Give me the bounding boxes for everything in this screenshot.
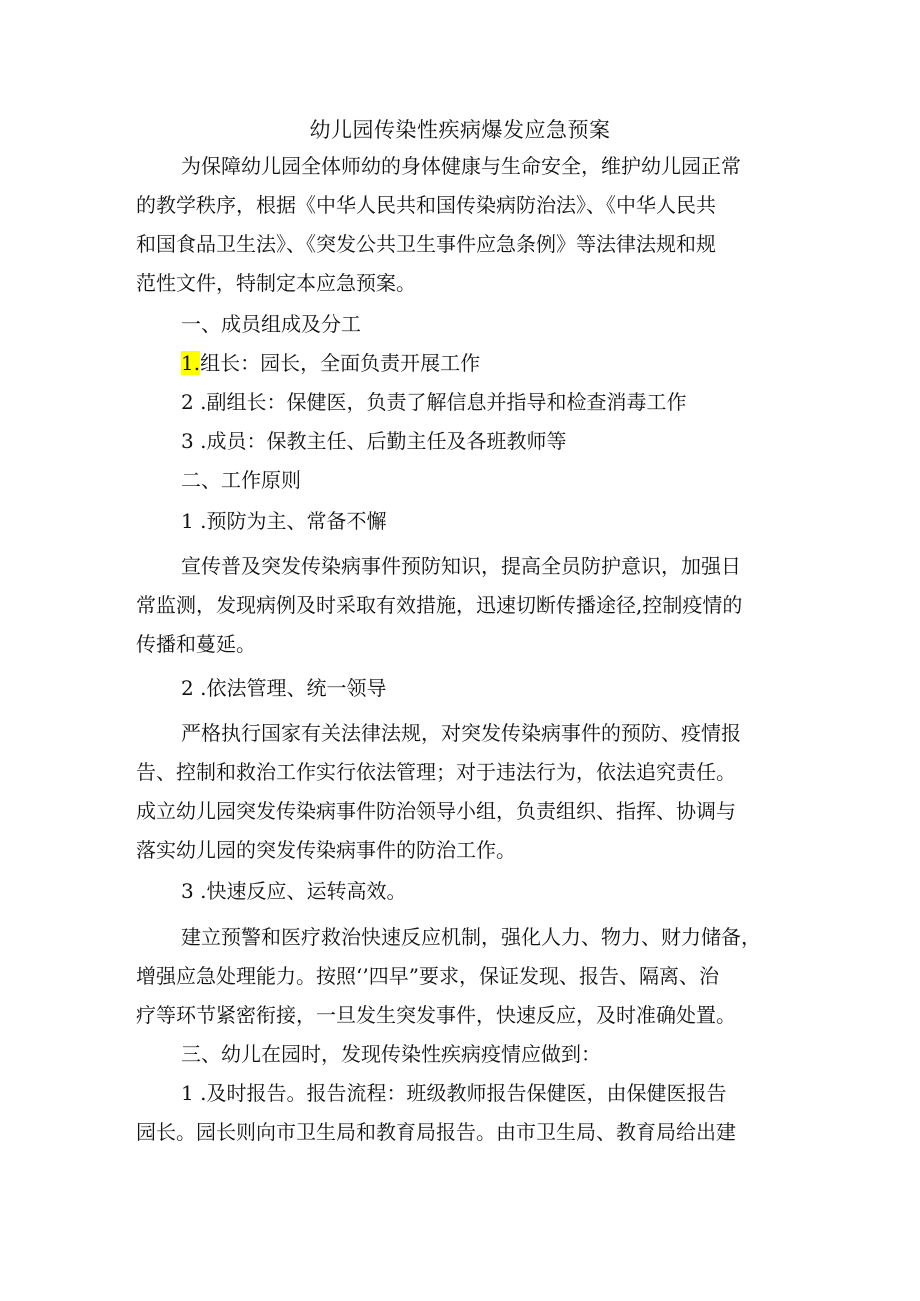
principle2-body-line: 告、控制和救治工作实行依法管理；对于违法行为，依法追究责任。 <box>136 760 736 784</box>
intro-line: 为保障幼儿园全体师幼的身体健康与生命安全，维护幼儿园正常 <box>181 154 741 178</box>
section1-item2: 2 .副组长：保健医，负责了解信息并指导和检查消毒工作 <box>181 390 687 414</box>
principle2-heading: 2 .依法管理、统一领导 <box>181 676 387 700</box>
principle3-body-line: 增强应急处理能力。按照‘’四早”要求，保证发现、报告、隔离、治 <box>136 964 719 988</box>
section1-item3: 3 .成员：保教主任、后勤主任及各班教师等 <box>181 429 567 453</box>
principle1-heading: 1 .预防为主、常备不懈 <box>181 509 387 533</box>
principle1-body-line: 常监测，发现病例及时采取有效措施，迅速切断传播途径,控制疫情的 <box>136 593 743 617</box>
section1-item1-text: 组长：园长，全面负责开展工作 <box>200 351 481 375</box>
principle3-body-line: 建立预警和医疗救治快速反应机制，强化人力、物力、财力储备， <box>181 925 761 949</box>
principle2-body-line: 落实幼儿园的突发传染病事件的防治工作。 <box>136 838 516 862</box>
principle3-body-line: 疗等环节紧密衔接，一旦发生突发事件，快速反应，及时准确处置。 <box>136 1003 736 1027</box>
intro-line: 和国食品卫生法》、《突发公共卫生事件应急条例》等法律法规和规 <box>136 232 716 256</box>
section2-heading: 二、工作原则 <box>181 468 301 492</box>
principle2-body-line: 严格执行国家有关法律法规，对突发传染病事件的预防、疫情报 <box>181 721 741 745</box>
principle1-body-line: 宣传普及突发传染病事件预防知识，提高全员防护意识，加强日 <box>181 554 741 578</box>
section3-heading: 三、幼儿在园时，发现传染性疾病疫情应做到： <box>181 1042 601 1066</box>
principle1-body-line: 传播和蔓延。 <box>136 632 256 656</box>
document-title: 幼儿园传染性疾病爆发应急预案 <box>309 118 611 142</box>
principle2-body-line: 成立幼儿园突发传染病事件防治领导小组，负责组织、指挥、协调与 <box>136 799 736 823</box>
section3-body-line: 1 .及时报告。报告流程：班级教师报告保健医，由保健医报告 <box>181 1081 727 1105</box>
section1-item1 <box>181 350 480 376</box>
section1-heading: 一、成员组成及分工 <box>181 312 361 336</box>
highlighted-number: 1. <box>181 351 201 375</box>
principle3-heading: 3 .快速反应、运转高效。 <box>181 879 407 903</box>
intro-line: 范性文件，特制定本应急预案。 <box>136 271 416 295</box>
intro-line: 的教学秩序，根据《中华人民共和国传染病防治法》、《中华人民共 <box>136 193 716 217</box>
section3-body-line: 园长。园长则向市卫生局和教育局报告。由市卫生局、教育局给出建 <box>136 1120 736 1144</box>
